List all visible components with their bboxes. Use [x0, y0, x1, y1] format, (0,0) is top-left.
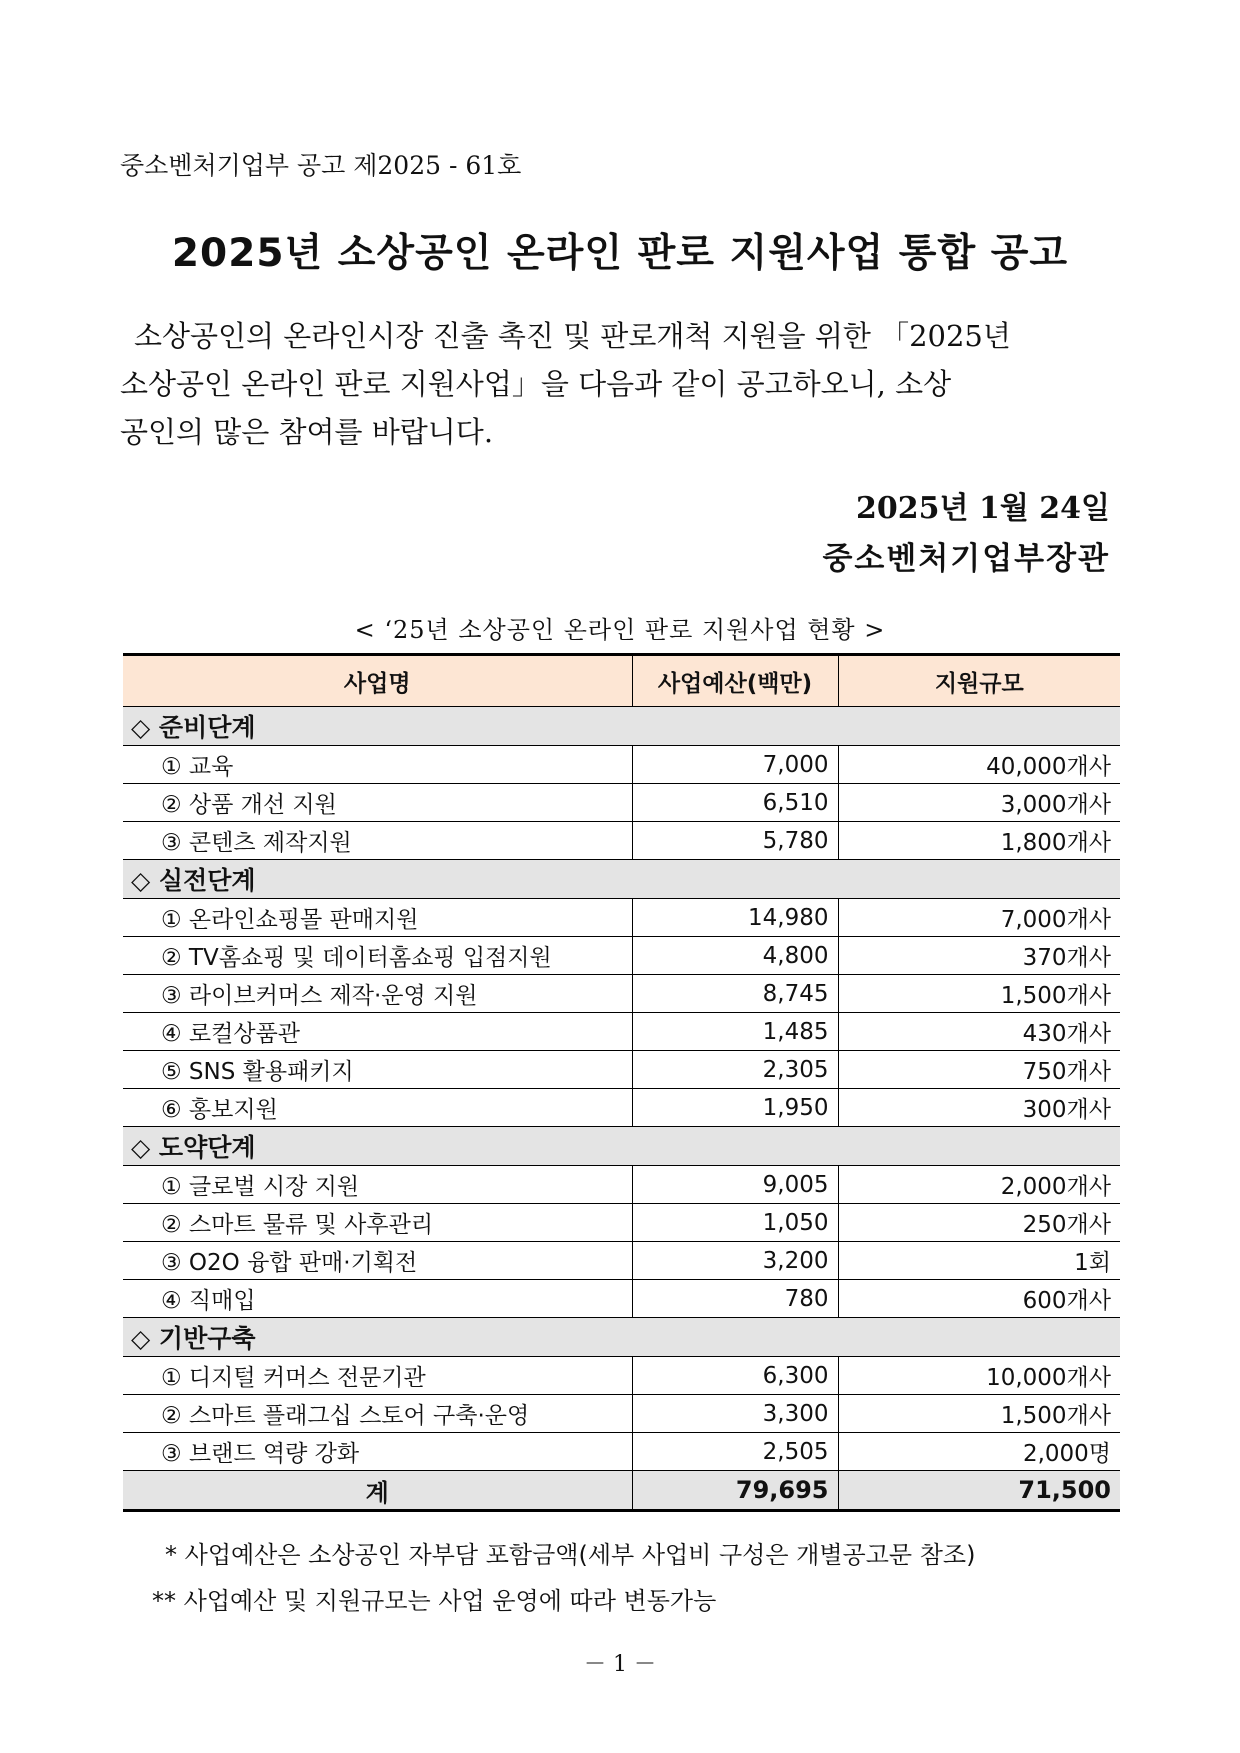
- section-title: ◇ 준비단계: [123, 707, 1120, 746]
- program-name: ① 교육: [123, 746, 632, 784]
- table-row: [123, 1395, 1120, 1433]
- table-row: [123, 1242, 1120, 1280]
- program-budget: 6,510: [632, 784, 838, 822]
- program-name: ① 글로벌 시장 지원: [123, 1166, 632, 1204]
- program-scale: 1,500개사: [838, 975, 1120, 1013]
- table-row: [123, 1433, 1120, 1471]
- program-name: ② 스마트 물류 및 사후관리: [123, 1204, 632, 1242]
- section-title: ◇ 도약단계: [123, 1127, 1120, 1166]
- intro-line-2: 소상공인 온라인 판로 지원사업」을 다음과 같이 공고하오니, 소상: [120, 367, 952, 401]
- program-budget: 6,300: [632, 1357, 838, 1395]
- table-row: [123, 1204, 1120, 1242]
- table-row: [123, 1280, 1120, 1318]
- header-budget: 사업예산(백만): [632, 655, 838, 707]
- total-scale: 71,500: [838, 1471, 1120, 1511]
- program-name: ⑥ 홍보지원: [123, 1089, 632, 1127]
- program-name: ③ 라이브커머스 제작·운영 지원: [123, 975, 632, 1013]
- page-number: － 1 －: [584, 1652, 656, 1677]
- table-row: [123, 746, 1120, 784]
- header-program-name: 사업명: [123, 655, 632, 707]
- program-name: ③ O2O 융합 판매·기획전: [123, 1242, 632, 1280]
- table-row: [123, 937, 1120, 975]
- section-row: [123, 707, 1120, 746]
- document-title: 2025년 소상공인 온라인 판로 지원사업 통합 공고: [171, 231, 1069, 276]
- program-name: ③ 콘텐츠 제작지원: [123, 822, 632, 860]
- notice-number: 중소벤처기업부 공고 제2025 - 61호: [120, 151, 522, 180]
- program-status-table: [123, 653, 1120, 1512]
- program-budget: 1,050: [632, 1204, 838, 1242]
- table-row: [123, 1089, 1120, 1127]
- program-scale: 10,000개사: [838, 1357, 1120, 1395]
- program-budget: 1,950: [632, 1089, 838, 1127]
- program-name: ② TV홈쇼핑 및 데이터홈쇼핑 입점지원: [123, 937, 632, 975]
- program-budget: 780: [632, 1280, 838, 1318]
- program-name: ② 스마트 플래그십 스토어 구축·운영: [123, 1395, 632, 1433]
- program-scale: 250개사: [838, 1204, 1120, 1242]
- program-budget: 3,300: [632, 1395, 838, 1433]
- program-scale: 2,000개사: [838, 1166, 1120, 1204]
- intro-line-3: 공인의 많은 참여를 바랍니다.: [120, 415, 494, 449]
- program-name: ④ 로컬상품관: [123, 1013, 632, 1051]
- program-budget: 3,200: [632, 1242, 838, 1280]
- program-scale: 370개사: [838, 937, 1120, 975]
- table-row: [123, 1357, 1120, 1395]
- header-scale: 지원규모: [838, 655, 1120, 707]
- program-name: ⑤ SNS 활용패키지: [123, 1051, 632, 1089]
- table-row: [123, 1166, 1120, 1204]
- table-row: [123, 1013, 1120, 1051]
- program-budget: 9,005: [632, 1166, 838, 1204]
- program-name: ① 온라인쇼핑몰 판매지원: [123, 899, 632, 937]
- program-name: ① 디지털 커머스 전문기관: [123, 1357, 632, 1395]
- program-name: ② 상품 개선 지원: [123, 784, 632, 822]
- program-budget: 14,980: [632, 899, 838, 937]
- program-scale: 1,800개사: [838, 822, 1120, 860]
- program-budget: 4,800: [632, 937, 838, 975]
- program-scale: 40,000개사: [838, 746, 1120, 784]
- program-scale: 750개사: [838, 1051, 1120, 1089]
- total-label: 계: [123, 1471, 632, 1511]
- program-budget: 5,780: [632, 822, 838, 860]
- program-scale: 300개사: [838, 1089, 1120, 1127]
- total-budget: 79,695: [632, 1471, 838, 1511]
- program-scale: 430개사: [838, 1013, 1120, 1051]
- program-scale: 3,000개사: [838, 784, 1120, 822]
- table-row: [123, 822, 1120, 860]
- program-budget: 7,000: [632, 746, 838, 784]
- section-title: ◇ 기반구축: [123, 1318, 1120, 1357]
- program-budget: 2,505: [632, 1433, 838, 1471]
- table-header-row: [123, 655, 1120, 707]
- footnote-budget: * 사업예산은 소상공인 자부담 포함금액(세부 사업비 구성은 개별공고문 참조): [165, 1541, 976, 1569]
- program-scale: 2,000명: [838, 1433, 1120, 1471]
- program-scale: 1회: [838, 1242, 1120, 1280]
- intro-line-1: 소상공인의 온라인시장 진출 촉진 및 판로개척 지원을 위한 「2025년: [134, 319, 1011, 353]
- total-row: [123, 1471, 1120, 1511]
- table-row: [123, 899, 1120, 937]
- program-name: ③ 브랜드 역량 강화: [123, 1433, 632, 1471]
- program-scale: 600개사: [838, 1280, 1120, 1318]
- program-scale: 7,000개사: [838, 899, 1120, 937]
- section-row: [123, 860, 1120, 899]
- notice-date: 2025년 1월 24일: [856, 491, 1110, 526]
- program-scale: 1,500개사: [838, 1395, 1120, 1433]
- table-row: [123, 1051, 1120, 1089]
- program-budget: 2,305: [632, 1051, 838, 1089]
- signer: 중소벤처기업부장관: [822, 541, 1110, 577]
- program-name: ④ 직매입: [123, 1280, 632, 1318]
- program-budget: 8,745: [632, 975, 838, 1013]
- section-title: ◇ 실전단계: [123, 860, 1120, 899]
- table-row: [123, 975, 1120, 1013]
- footnote-variability: ** 사업예산 및 지원규모는 사업 운영에 따라 변동가능: [152, 1587, 717, 1615]
- table-row: [123, 784, 1120, 822]
- section-row: [123, 1318, 1120, 1357]
- program-budget: 1,485: [632, 1013, 838, 1051]
- table-caption: < ‘25년 소상공인 온라인 판로 지원사업 현황 >: [354, 616, 886, 644]
- section-row: [123, 1127, 1120, 1166]
